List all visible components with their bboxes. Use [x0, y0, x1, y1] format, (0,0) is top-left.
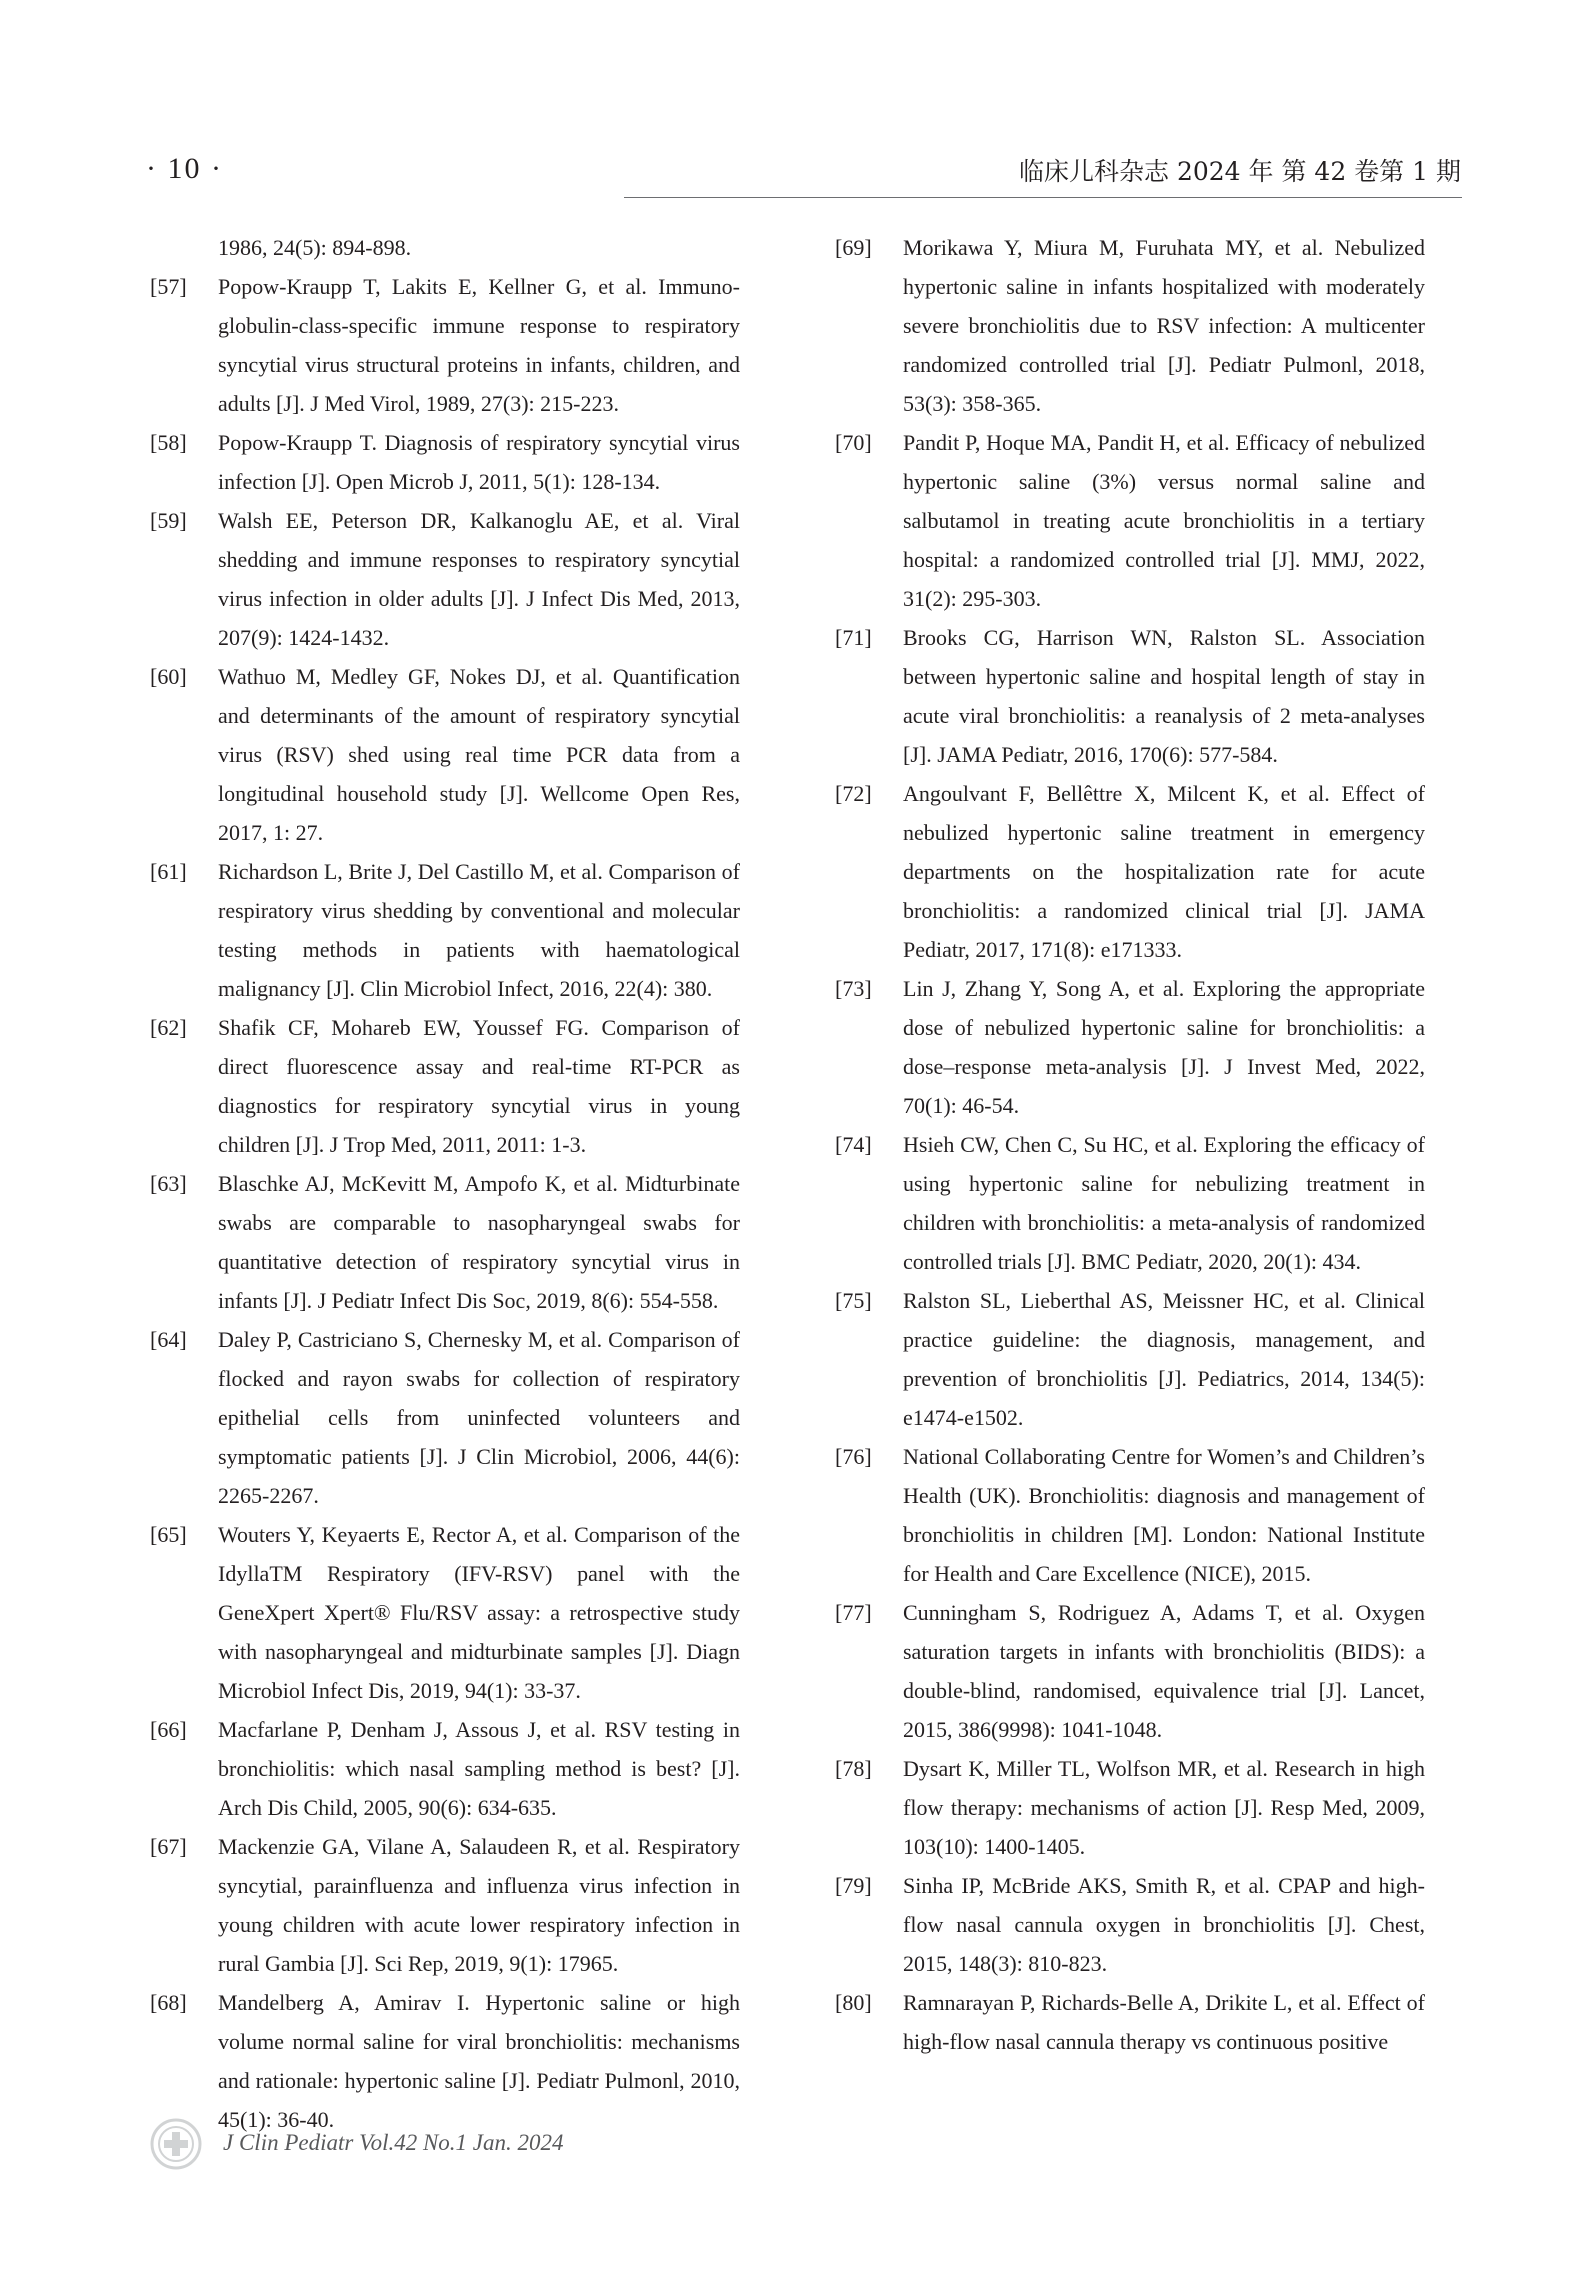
reference-number: [60] — [150, 664, 187, 689]
reference-number: [70] — [835, 430, 872, 455]
reference-66 — [150, 1710, 740, 1827]
reference-text: Cunningham S, Rodriguez A, Adams T, et al. Oxygen saturation targets in infants with bronchiolitis (BIDS): a double-blind, randomised, equivalence trial [J]. Lancet, 2015, 386(9998): 1041-1048. — [903, 1600, 1425, 1742]
reference-74 — [835, 1125, 1425, 1281]
reference-78 — [835, 1749, 1425, 1866]
reference-63 — [150, 1164, 740, 1320]
reference-number: [69] — [835, 235, 872, 260]
reference-65 — [150, 1515, 740, 1710]
reference-text: Sinha IP, McBride AKS, Smith R, et al. CPAP and high-flow nasal cannula oxygen in bronchiolitis [J]. Chest, 2015, 148(3): 810-823. — [903, 1873, 1425, 1976]
reference-number: [71] — [835, 625, 872, 650]
reference-text: National Collaborating Centre for Women’s and Children’s Health (UK). Bronchiolitis: diagnosis and management of bronchiolitis in children [M]. London: National Institute for Health and Care Excellence (NICE), 2015. — [903, 1444, 1425, 1586]
reference-59 — [150, 501, 740, 657]
reference-text: Wouters Y, Keyaerts E, Rector A, et al. Comparison of the IdyllaTM Respiratory (IFV-RSV) panel with the GeneXpert Xpert® Flu/RSV assay: a retrospective study with nasopharyngeal and midturbinate samples [J]. Diagn Microbiol Infect Dis, 2019, 94(1): 33-37. — [218, 1522, 740, 1703]
reference-text: Ralston SL, Lieberthal AS, Meissner HC, et al. Clinical practice guideline: the diagnosis, management, and prevention of bronchiolitis [J]. Pediatrics, 2014, 134(5): e1474-e1502. — [903, 1288, 1425, 1430]
reference-number: [61] — [150, 859, 187, 884]
reference-64 — [150, 1320, 740, 1515]
reference-number: [79] — [835, 1873, 872, 1898]
reference-number: [62] — [150, 1015, 187, 1040]
reference-number: [80] — [835, 1990, 872, 2015]
reference-text: Wathuo M, Medley GF, Nokes DJ, et al. Quantification and determinants of the amount of respiratory syncytial virus (RSV) shed using real time PCR data from a longitudinal household study [J]. Wellcome Open Res, 2017, 1: 27. — [218, 664, 740, 845]
reference-75 — [835, 1281, 1425, 1437]
reference-73 — [835, 969, 1425, 1125]
reference-text: Lin J, Zhang Y, Song A, et al. Exploring the appropriate dose of nebulized hypertonic saline for bronchiolitis: a dose–response meta-analysis [J]. J Invest Med, 2022, 70(1): 46-54. — [903, 976, 1425, 1118]
reference-text: Pandit P, Hoque MA, Pandit H, et al. Efficacy of nebulized hypertonic saline (3%) versus normal saline and salbutamol in treating acute bronchiolitis in a tertiary hospital: a randomized controlled trial [J]. MMJ, 2022, 31(2): 295-303. — [903, 430, 1425, 611]
reference-68 — [150, 1983, 740, 2139]
reference-text: Mackenzie GA, Vilane A, Salaudeen R, et al. Respiratory syncytial, parainfluenza and influenza virus infection in young children with acute lower respiratory infection in rural Gambia [J]. Sci Rep, 2019, 9(1): 17965. — [218, 1834, 740, 1976]
reference-number: [73] — [835, 976, 872, 1001]
reference-continuation: 1986, 24(5): 894-898. — [218, 235, 412, 260]
reference-text: Dysart K, Miller TL, Wolfson MR, et al. Research in high flow therapy: mechanisms of action [J]. Resp Med, 2009, 103(10): 1400-1405. — [903, 1756, 1425, 1859]
reference-text: Shafik CF, Mohareb EW, Youssef FG. Comparison of direct fluorescence assay and real-time RT-PCR as diagnostics for respiratory syncytial virus in young children [J]. J Trop Med, 2011, 2011: 1-3. — [218, 1015, 740, 1157]
running-header-journal: 临床儿科杂志 2024 年 第 42 卷第 1 期 — [1019, 157, 1461, 186]
footer-journal-citation: J Clin Pediatr Vol.42 No.1 Jan. 2024 — [223, 2130, 564, 2155]
reference-text: Brooks CG, Harrison WN, Ralston SL. Association between hypertonic saline and hospital length of stay in acute viral bronchiolitis: a reanalysis of 2 meta-analyses [J]. JAMA Pediatr, 2016, 170(6): 577-584. — [903, 625, 1425, 767]
reference-text: Ramnarayan P, Richards-Belle A, Drikite L, et al. Effect of high-flow nasal cannula therapy vs continuous positive — [903, 1990, 1425, 2054]
reference-column-right — [835, 228, 1425, 2061]
reference-text: Richardson L, Brite J, Del Castillo M, et al. Comparison of respiratory virus shedding by conventional and molecular testing methods in patients with haematological malignancy [J]. Clin Microbiol Infect, 2016, 22(4): 380. — [218, 859, 740, 1001]
reference-67 — [150, 1827, 740, 1983]
reference-text: Popow-Kraupp T. Diagnosis of respiratory syncytial virus infection [J]. Open Microb J, 2011, 5(1): 128-134. — [218, 430, 740, 494]
reference-number: [67] — [150, 1834, 187, 1859]
reference-70 — [835, 423, 1425, 618]
reference-number: [59] — [150, 508, 187, 533]
reference-text: Angoulvant F, Bellêttre X, Milcent K, et al. Effect of nebulized hypertonic saline treatment in emergency departments on the hospitalization rate for acute bronchiolitis: a randomized clinical trial [J]. JAMA Pediatr, 2017, 171(8): e171333. — [903, 781, 1425, 962]
reference-text: Macfarlane P, Denham J, Assous J, et al. RSV testing in bronchiolitis: which nasal sampling method is best? [J]. Arch Dis Child, 2005, 90(6): 634-635. — [218, 1717, 740, 1820]
reference-number: [64] — [150, 1327, 187, 1352]
reference-77 — [835, 1593, 1425, 1749]
reference-column-left — [150, 228, 740, 2139]
reference-text: Morikawa Y, Miura M, Furuhata MY, et al. Nebulized hypertonic saline in infants hospitalized with moderately severe bronchiolitis due to RSV infection: A multicenter randomized controlled trial [J]. Pediatr Pulmonl, 2018, 53(3): 358-365. — [903, 235, 1425, 416]
reference-text: Walsh EE, Peterson DR, Kalkanoglu AE, et al. Viral shedding and immune responses to respiratory syncytial virus infection in older adults [J]. J Infect Dis Med, 2013, 207(9): 1424-1432. — [218, 508, 740, 650]
reference-number: [66] — [150, 1717, 187, 1742]
reference-text: Mandelberg A, Amirav I. Hypertonic saline or high volume normal saline for viral bronchiolitis: mechanisms and rationale: hypertonic saline [J]. Pediatr Pulmonl, 2010, 45(1): 36-40. — [218, 1990, 740, 2132]
reference-text: Daley P, Castriciano S, Chernesky M, et al. Comparison of flocked and rayon swabs for collection of respiratory epithelial cells from uninfected volunteers and symptomatic patients [J]. J Clin Microbiol, 2006, 44(6): 2265-2267. — [218, 1327, 740, 1508]
reference-number: [58] — [150, 430, 187, 455]
header-rule — [624, 197, 1462, 198]
reference-number: [77] — [835, 1600, 872, 1625]
reference-number: [74] — [835, 1132, 872, 1157]
reference-80 — [835, 1983, 1425, 2061]
reference-62 — [150, 1008, 740, 1164]
reference-72 — [835, 774, 1425, 969]
reference-number: [63] — [150, 1171, 187, 1196]
reference-76 — [835, 1437, 1425, 1593]
page-number: · 10 · — [146, 152, 223, 185]
reference-58 — [150, 423, 740, 501]
reference-57 — [150, 267, 740, 423]
reference-number: [75] — [835, 1288, 872, 1313]
reference-60 — [150, 657, 740, 852]
reference-number: [65] — [150, 1522, 187, 1547]
reference-number: [72] — [835, 781, 872, 806]
reference-number: [68] — [150, 1990, 187, 2015]
reference-text: Hsieh CW, Chen C, Su HC, et al. Exploring the efficacy of using hypertonic saline for nebulizing treatment in children with bronchiolitis: a meta-analysis of randomized controlled trials [J]. BMC Pediatr, 2020, 20(1): 434. — [903, 1132, 1425, 1274]
reference-number: [57] — [150, 274, 187, 299]
reference-number: [76] — [835, 1444, 872, 1469]
reference-text: Popow-Kraupp T, Lakits E, Kellner G, et al. Immuno-globulin-class-specific immune response to respiratory syncytial virus structural proteins in infants, children, and adults [J]. J Med Virol, 1989, 27(3): 215-223. — [218, 274, 740, 416]
reference-69 — [835, 228, 1425, 423]
reference-79 — [835, 1866, 1425, 1983]
reference-number: [78] — [835, 1756, 872, 1781]
reference-text: Blaschke AJ, McKevitt M, Ampofo K, et al. Midturbinate swabs are comparable to nasopharyngeal swabs for quantitative detection of respiratory syncytial virus in infants [J]. J Pediatr Infect Dis Soc, 2019, 8(6): 554-558. — [218, 1171, 740, 1313]
reference-61 — [150, 852, 740, 1008]
reference-71 — [835, 618, 1425, 774]
journal-seal-icon — [150, 2118, 202, 2170]
